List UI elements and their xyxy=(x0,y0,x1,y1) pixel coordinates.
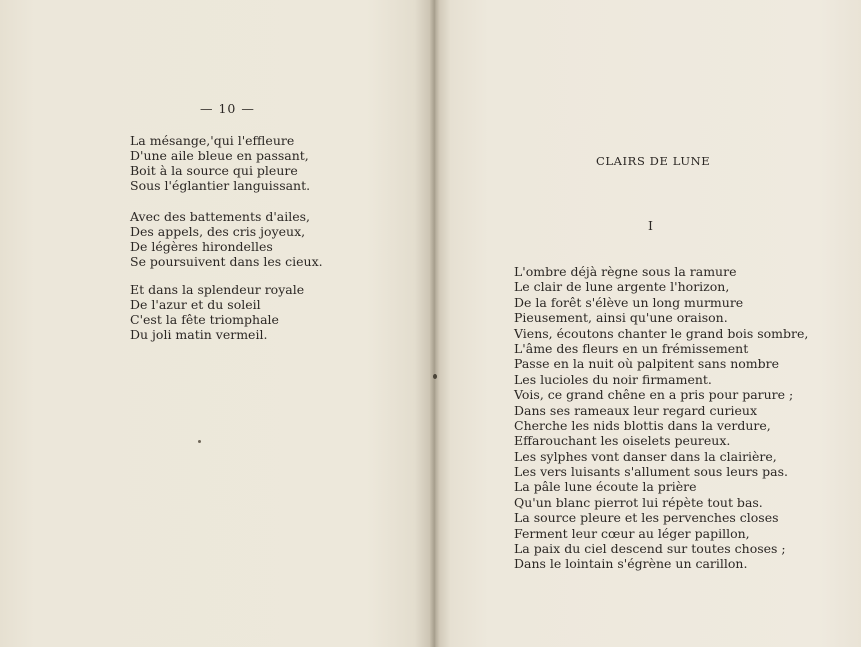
verse-line: Pieusement, ainsi qu'une oraison. xyxy=(514,310,728,326)
verse-line: Avec des battements d'ailes, xyxy=(130,209,311,224)
poem-title: CLAIRS DE LUNE xyxy=(596,154,711,168)
verse-line: Des appels, des cris joyeux, xyxy=(130,224,306,239)
verse-line: La source pleure et les pervenches closes xyxy=(514,510,779,526)
verse-line: Se poursuivent dans les cieux. xyxy=(130,254,323,269)
stanza-3 xyxy=(130,282,304,342)
page-number: — 10 — xyxy=(200,101,255,116)
verse-line: Vois, ce grand chêne en a pris pour parure ; xyxy=(514,387,794,403)
verse-line: Ferment leur cœur au léger papillon, xyxy=(514,525,750,541)
paper-speck xyxy=(198,440,201,443)
verse-line: Qu'un blanc pierrot lui répète tout bas. xyxy=(514,494,763,510)
verse-line: L'âme des fleurs en un frémissement xyxy=(514,340,749,356)
verse-line: Passe en la nuit où palpitent sans nombre xyxy=(514,356,780,372)
verse-line: De l'azur et du soleil xyxy=(130,297,261,312)
verse-line: Les lucioles du noir firmament. xyxy=(514,371,712,387)
verse-line: La mésange,'qui l'effleure xyxy=(130,133,295,148)
verse-line: Sous l'églantier languissant. xyxy=(130,178,311,193)
verse-line: Cherche les nids blottis dans la verdure, xyxy=(514,417,771,433)
stanza-2 xyxy=(130,209,323,269)
verse-line: C'est la fête triomphale xyxy=(130,312,279,327)
section-numeral: I xyxy=(648,218,653,233)
verse-line: L'ombre déjà règne sous la ramure xyxy=(514,264,737,279)
verse-line: La paix du ciel descend sur toutes choses ; xyxy=(514,541,786,557)
verse-line: D'une aile bleue en passant, xyxy=(130,148,309,163)
book-gutter xyxy=(430,0,440,647)
stanza-1 xyxy=(130,133,310,193)
poem-body xyxy=(514,264,808,572)
binding-mark xyxy=(433,374,437,379)
verse-line: De la forêt s'élève un long murmure xyxy=(514,294,744,310)
verse-line: Viens, écoutons chanter le grand bois sombre, xyxy=(514,325,809,341)
verse-line: Effarouchant les oiselets peureux. xyxy=(514,433,731,449)
verse-line: Dans le lointain s'égrène un carillon. xyxy=(514,556,748,572)
verse-line: Et dans la splendeur royale xyxy=(130,282,305,297)
verse-line: Boit à la source qui pleure xyxy=(130,163,298,178)
verse-line: Les sylphes vont danser dans la clairière, xyxy=(514,448,777,464)
verse-line: Dans ses rameaux leur regard curieux xyxy=(514,402,758,418)
verse-line: Du joli matin vermeil. xyxy=(130,327,268,342)
verse-line: Les vers luisants s'allument sous leurs pas. xyxy=(514,464,788,480)
verse-line: De légères hirondelles xyxy=(130,239,273,254)
verse-line: Le clair de lune argente l'horizon, xyxy=(514,279,730,295)
verse-line: La pâle lune écoute la prière xyxy=(514,479,697,495)
